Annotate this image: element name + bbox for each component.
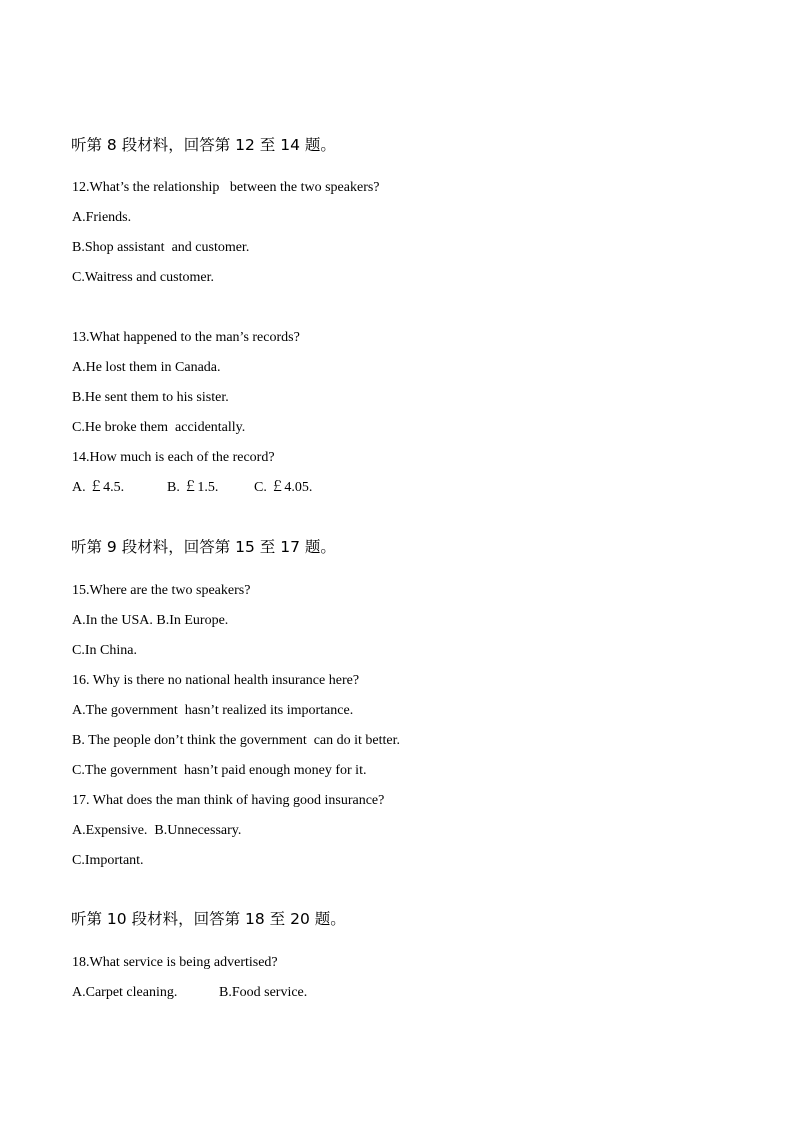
- question-14-option-a: A. ￡4.5.: [72, 480, 125, 495]
- question-16-option-a: A.The government hasn’t realized its importance.: [72, 703, 354, 718]
- question-16-option-b: B. The people don’t think the government can do it better.: [72, 733, 401, 748]
- question-17-option-ab: A.Expensive. B.Unnecessary.: [72, 823, 242, 838]
- question-15-stem: 15.Where are the two speakers?: [72, 583, 251, 598]
- question-14-option-b: B. ￡1.5.: [167, 480, 219, 495]
- question-16-stem: 16. Why is there no national health insurance here?: [72, 673, 360, 688]
- question-18-option-b: B.Food service.: [219, 985, 308, 1000]
- question-13-option-b: B.He sent them to his sister.: [72, 390, 229, 405]
- question-14-stem: 14.How much is each of the record?: [72, 450, 275, 465]
- question-13-option-c: C.He broke them accidentally.: [72, 420, 246, 435]
- question-18-stem: 18.What service is being advertised?: [72, 955, 278, 970]
- question-14-option-c: C. ￡4.05.: [254, 480, 313, 495]
- question-15-option-ab: A.In the USA. B.In Europe.: [72, 613, 229, 628]
- question-16-option-c: C.The government hasn’t paid enough money for it.: [72, 763, 367, 778]
- section-8-heading: 听第 8 段材料，回答第 12 至 14 题。: [71, 136, 336, 154]
- question-17-stem: 17. What does the man think of having good insurance?: [72, 793, 385, 808]
- question-18-options: [72, 984, 472, 1038]
- question-12-option-a: A.Friends.: [72, 210, 132, 225]
- section-10-heading: 听第 10 段材料，回答第 18 至 20 题。: [71, 910, 346, 928]
- question-13-option-a: A.He lost them in Canada.: [72, 360, 221, 375]
- question-12-stem: 12.What’s the relationship between the two speakers?: [72, 180, 380, 195]
- question-12-option-b: B.Shop assistant and customer.: [72, 240, 250, 255]
- question-12-option-c: C.Waitress and customer.: [72, 270, 214, 285]
- question-13-stem: 13.What happened to the man’s records?: [72, 330, 300, 345]
- question-17-option-c: C.Important.: [72, 853, 144, 868]
- section-9-heading: 听第 9 段材料，回答第 15 至 17 题。: [71, 538, 336, 556]
- question-15-option-c: C.In China.: [72, 643, 137, 658]
- question-18-option-a: A.Carpet cleaning.: [72, 985, 178, 1000]
